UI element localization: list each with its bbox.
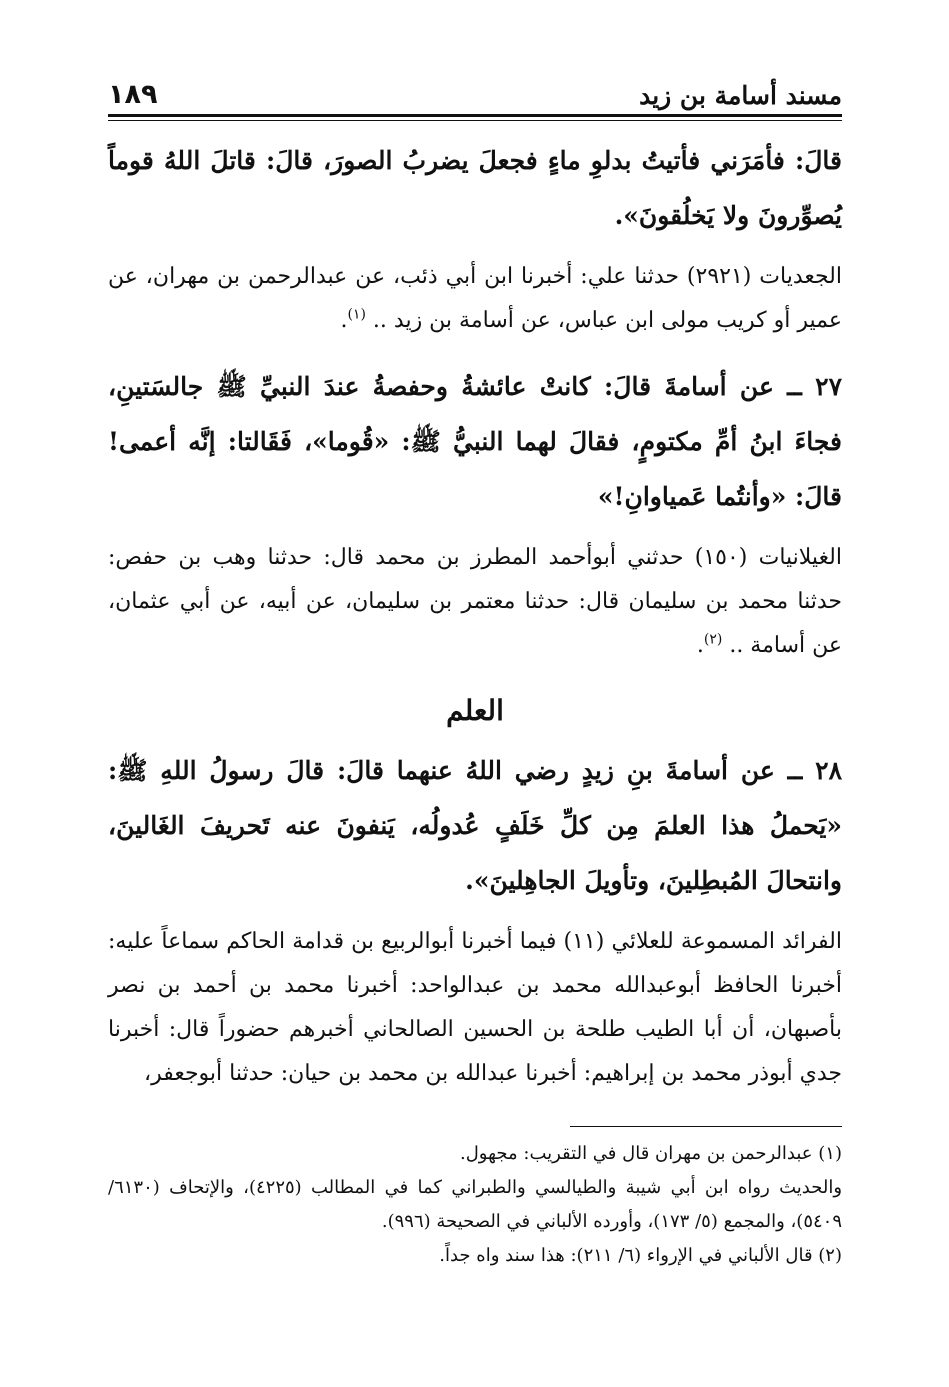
- footnotes: [108, 1137, 842, 1273]
- header-rule-thick: [108, 114, 842, 117]
- footnote-ref-1[interactable]: (١): [347, 306, 366, 323]
- footnote-2: (٢) قال الألباني في الإرواء (٦/ ٢١١): هذا سند واه جداً.: [439, 1245, 842, 1266]
- citation-text: الغيلانيات (١٥٠) حدثني أبوأحمد المطرز بن محمد قال: حدثنا وهب بن حفص: حدثنا محمد بن سليمان قال: حدثنا معتمر بن سليمان، عن أبيه، عن أبي عثمان، عن أسامة ..: [108, 545, 842, 658]
- footnote-ref-2[interactable]: (٢): [703, 631, 723, 648]
- running-title: مسند أسامة بن زيد: [639, 81, 842, 110]
- source-citation-ghailaniyat: الغيلانيات (١٥٠) حدثني أبوأحمد المطرز بن محمد قال: حدثنا وهب بن حفص: حدثنا محمد بن سليمان قال: حدثنا معتمر بن سليمان، عن أبيه، عن أبي عثمان، عن أسامة .. $^{(٢)}$.: [108, 545, 842, 658]
- page-number: ١٨٩: [108, 79, 158, 110]
- footnote-separator: [570, 1126, 842, 1127]
- book-page: [108, 70, 842, 1273]
- source-citation-fawaid: الفرائد المسموعة للعلائي (١١) فيما أخبرنا أبوالربيع بن قدامة الحاكم سماعاً عليه: أخبرنا الحافظ أبوعبدالله محمد بن عبدالواحد: أخبرنا محمد بن أحمد بن نصر بأصبهان، أن أبا الطيب طلحة بن الحسين الصالحاني أخبرهم حضوراً قال: أخبرنا جدي أبوذر محمد بن إبراهيم: أخبرنا عبدالله بن محمد بن حيان: حدثنا أبوجعفر،: [108, 929, 842, 1086]
- hadith-28: ٢٨ ــ عن أسامةَ بنِ زيدٍ رضي اللهُ عنهما قالَ: قالَ رسولُ اللهِ ﷺ: «يَحملُ هذا العلمَ مِن كلِّ خَلَفٍ عُدولُه، يَنفونَ عنه تَحريفَ الغَالينَ، وانتحالَ المُبطِلينَ، وتأويلَ الجاهِلينَ».: [108, 756, 842, 895]
- section-heading: العلم: [446, 694, 504, 727]
- page-header: [108, 70, 842, 110]
- hadith-27: ٢٧ ــ عن أسامةَ قالَ: كانتْ عائشةُ وحفصةُ عندَ النبيِّ ﷺ جالسَتينِ، فجاءَ ابنُ أمِّ مكتومٍ، فقالَ لهما النبيُّ ﷺ: «قُوما»، فَقَالتا: إنَّه أعمى! قالَ: «وأنتُما عَمياوانِ!»: [108, 372, 842, 511]
- citation-text: الجعديات (٢٩٢١) حدثنا علي: أخبرنا ابن أبي ذئب، عن عبدالرحمن بن مهران، عن عمير أو كريب مولى ابن عباس، عن أسامة بن زيد ..: [108, 264, 842, 333]
- source-citation-jadiyat: الجعديات (٢٩٢١) حدثنا علي: أخبرنا ابن أبي ذئب، عن عبدالرحمن بن مهران، عن عمير أو كريب مولى ابن عباس، عن أسامة بن زيد .. $^{(١)}$.: [108, 264, 842, 333]
- footnote-1: (١) عبدالرحمن بن مهران قال في التقريب: مجهول.: [460, 1143, 842, 1164]
- footnote-1-continued: والحديث رواه ابن أبي شيبة والطيالسي والطبراني كما في المطالب (٤٢٢٥)، والإتحاف (٦١٣٠/ ٥٤٠٩)، والمجمع (٥/ ١٧٣)، وأورده الألباني في الصحيحة (٩٩٦).: [108, 1177, 843, 1232]
- hadith-continuation: قالَ: فأمَرَني فأتيتُ بدلوِ ماءٍ فجعلَ يضربُ الصورَ، قالَ: قاتلَ اللهُ قوماً يُصوِّرونَ ولا يَخلُقونَ».: [108, 146, 842, 230]
